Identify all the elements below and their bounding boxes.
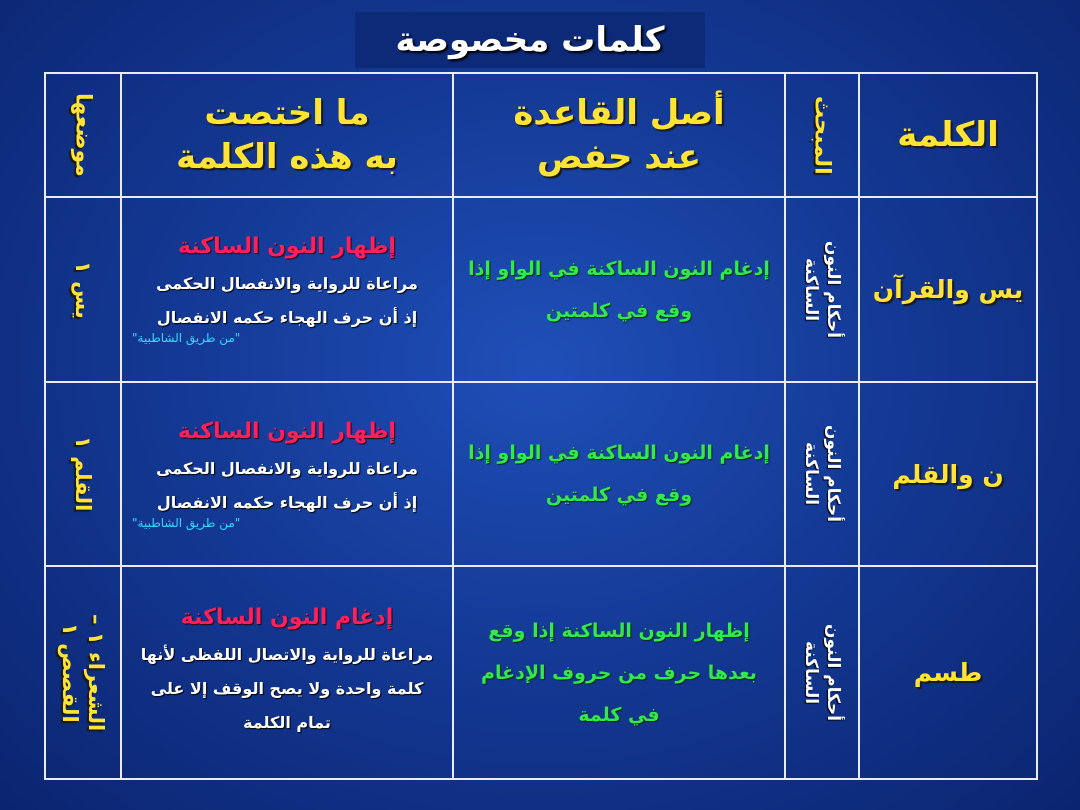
- rule-cell: [453, 566, 785, 779]
- table-row: [45, 566, 1037, 779]
- header-feature-line1: ما اختصت: [204, 93, 370, 133]
- place-label: [57, 614, 109, 731]
- topic-line2: الساكنة: [801, 640, 821, 704]
- feature-cell: [121, 566, 453, 779]
- word-label: طسم: [913, 658, 983, 687]
- topic-label: [800, 624, 844, 721]
- words-table: [44, 72, 1038, 780]
- place-line2: القصص ١: [58, 622, 82, 723]
- place-line1: الشعراء ١ –: [84, 613, 108, 732]
- topic-line2: الساكنة: [801, 257, 821, 321]
- feature-line3: تمام الكلمة: [243, 713, 331, 732]
- header-place-label: موضعها: [70, 93, 96, 177]
- feature-line2: كلمة واحدة ولا يصح الوقف إلا على: [150, 679, 424, 698]
- place-label: القلم ١: [71, 436, 95, 512]
- place-cell: [45, 566, 121, 779]
- feature-line1: مراعاة للرواية والاتصال اللفظى لأنها: [140, 645, 434, 664]
- place-cell: [45, 382, 121, 566]
- rule-line1: إظهار النون الساكنة إذا وقع: [488, 619, 750, 642]
- feature-cell: [121, 197, 453, 382]
- rule-line2: وقع في كلمتين: [545, 484, 693, 506]
- topic-line2: الساكنة: [801, 442, 821, 506]
- rule-line3: في كلمة: [578, 703, 660, 726]
- rule-line1: إدغام النون الساكنة في الواو إذا: [468, 257, 770, 280]
- feature-title: إظهار النون الساكنة: [178, 234, 396, 259]
- word-cell: [859, 566, 1037, 779]
- topic-cell: [785, 197, 859, 382]
- slide-title-box: [355, 12, 705, 68]
- header-rule: [453, 73, 785, 197]
- topic-line1: أحكام النون: [823, 623, 843, 722]
- topic-line1: أحكام النون: [823, 425, 843, 523]
- word-cell: [859, 197, 1037, 382]
- feature-line2: إذ أن حرف الهجاء حكمه الانفصال: [156, 308, 418, 327]
- topic-label: [800, 425, 844, 522]
- rule-cell: [453, 382, 785, 566]
- rule-cell: [453, 197, 785, 382]
- topic-line1: أحكام النون: [823, 240, 843, 339]
- rule-line2: بعدها حرف من حروف الإدغام: [481, 661, 757, 684]
- word-label: يس والقرآن: [872, 275, 1024, 304]
- source-note: "من طريق الشاطبية": [132, 331, 241, 345]
- header-rule-line1: أصل القاعدة: [513, 93, 725, 133]
- feature-line1: مراعاة للرواية والانفصال الحكمى: [156, 274, 418, 293]
- place-label: يس ١: [71, 260, 95, 319]
- place-cell: [45, 197, 121, 382]
- header-feature: [121, 73, 453, 197]
- header-row: [45, 73, 1037, 197]
- table-row: [45, 382, 1037, 566]
- rule-line1: إدغام النون الساكنة في الواو إذا: [468, 442, 770, 464]
- header-topic: [785, 73, 859, 197]
- topic-label: [800, 241, 844, 338]
- feature-line2: إذ أن حرف الهجاء حكمه الانفصال: [156, 492, 418, 512]
- header-feature-line2: به هذه الكلمة: [176, 137, 398, 177]
- feature-title: إظهار النون الساكنة: [178, 418, 396, 444]
- topic-cell: [785, 382, 859, 566]
- feature-cell: [121, 382, 453, 566]
- header-word: [859, 73, 1037, 197]
- word-label: ن والقلم: [892, 459, 1004, 489]
- header-topic-label: المبحث: [809, 95, 835, 175]
- rule-line2: وقع في كلمتين: [545, 299, 693, 322]
- feature-title: إدغام النون الساكنة: [180, 605, 394, 630]
- slide-title: كلمات مخصوصة: [395, 20, 665, 60]
- feature-line1: مراعاة للرواية والانفصال الحكمى: [156, 458, 418, 478]
- header-place: [45, 73, 121, 197]
- table-row: [45, 197, 1037, 382]
- header-rule-line2: عند حفص: [537, 137, 701, 177]
- word-cell: [859, 382, 1037, 566]
- topic-cell: [785, 566, 859, 779]
- source-note: "من طريق الشاطبية": [132, 515, 241, 530]
- header-word-label: الكلمة: [897, 115, 999, 155]
